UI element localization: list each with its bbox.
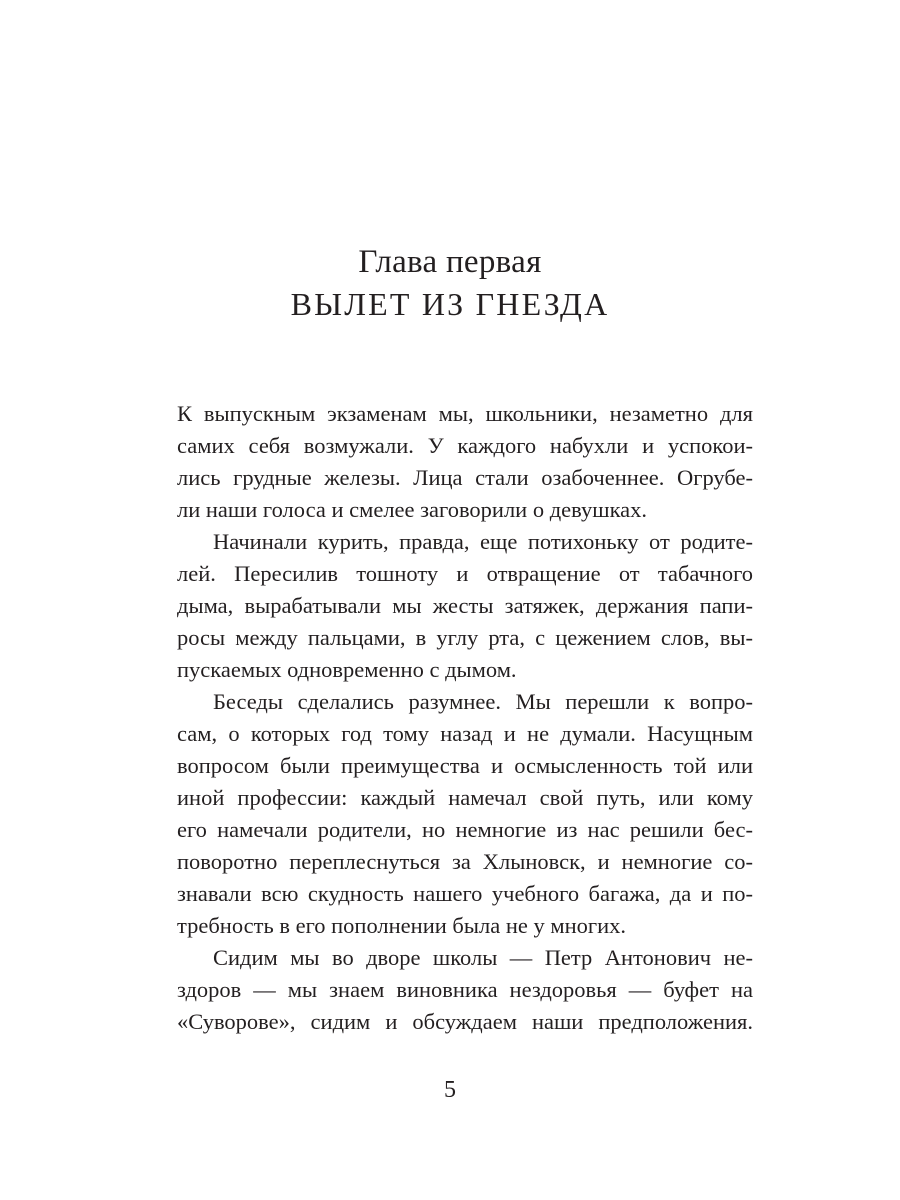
text-line: «Суворове», сидим и обсуждаем наши предположения.	[177, 1009, 753, 1034]
text-line: Беседы сделались разумнее. Мы перешли к вопро-	[213, 689, 753, 714]
paragraph	[177, 686, 753, 942]
text-line: самих себя возмужали. У каждого набухли и успокои-	[177, 433, 753, 458]
text-line: лей. Пересилив тошноту и отвращение от табачного	[177, 561, 753, 586]
text-line: иной профессии: каждый намечал свой путь, или кому	[177, 785, 753, 810]
paragraph	[177, 398, 753, 526]
text-line: лись грудные железы. Лица стали озабоченнее. Огрубе-	[177, 465, 753, 490]
text-line: дыма, вырабатывали мы жесты затяжек, держания папи-	[177, 593, 753, 618]
text-line: пускаемых одновременно с дымом.	[177, 657, 517, 682]
chapter-label: Глава первая	[358, 244, 542, 280]
text-line: Сидим мы во дворе школы — Петр Антонович не-	[213, 945, 753, 970]
text-line: сам, о которых год тому назад и не думали. Насущным	[177, 721, 753, 746]
text-line: требность в его пополнении была не у многих.	[177, 913, 627, 938]
text-line: К выпускным экзаменам мы, школьники, незаметно для	[177, 401, 753, 426]
text-line: Начинали курить, правда, еще потихоньку от родите-	[213, 529, 753, 554]
page-number: 5	[444, 1077, 456, 1103]
paragraph	[177, 526, 753, 686]
text-line: знавали всю скудность нашего учебного багажа, да и по-	[177, 881, 753, 906]
text-line: росы между пальцами, в углу рта, с цежением слов, вы-	[177, 625, 753, 650]
text-line: здоров — мы знаем виновника нездоровья — буфет на	[177, 977, 753, 1002]
body-text	[177, 398, 753, 1038]
paragraph	[177, 942, 753, 1038]
text-line: поворотно переплеснуться за Хлыновск, и немногие со-	[177, 849, 753, 874]
text-line: ли наши голоса и смелее заговорили о девушках.	[177, 497, 648, 522]
text-line: вопросом были преимущества и осмысленность той или	[177, 753, 753, 778]
chapter-title: ВЫЛЕТ ИЗ ГНЕЗДА	[290, 286, 610, 322]
text-line: его намечали родители, но немногие из нас решили бес-	[177, 817, 753, 842]
